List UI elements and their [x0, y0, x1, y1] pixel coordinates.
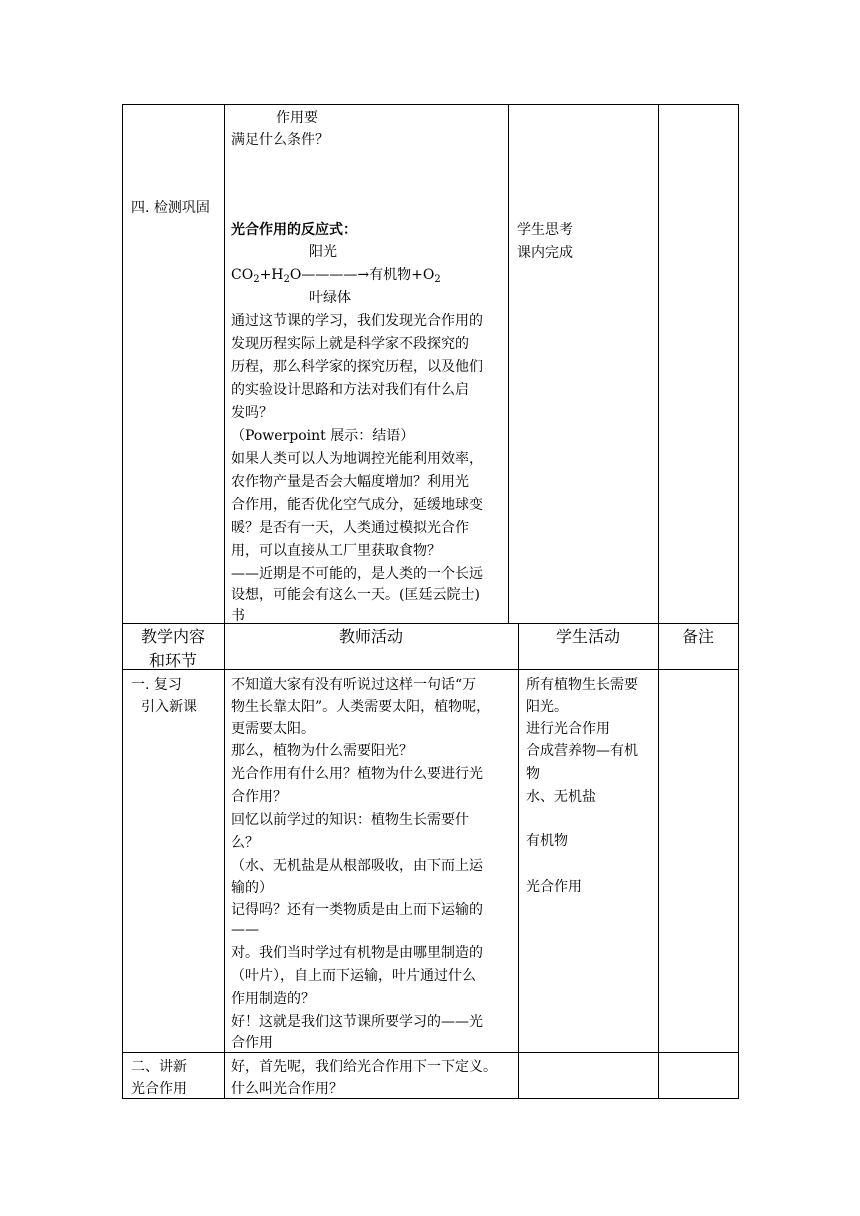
equation-o2-sub: 2: [434, 274, 441, 285]
table-border-col1: [224, 104, 225, 1099]
equation-condition-chloroplast: 叶绿体: [309, 290, 351, 306]
text-line: 更需要太阳。: [231, 721, 315, 737]
header-content-stage: [122, 625, 224, 673]
table-border-col3: [658, 104, 659, 1099]
text-line: 那么，植物为什么需要阳光？: [231, 743, 413, 759]
text-line: 合作用，能否优化空气成分，延缓地球变: [231, 497, 483, 513]
text-line: 用，可以直接从工厂里获取食物？: [231, 543, 441, 559]
text-line: 合成营养物—有机: [526, 743, 638, 759]
header-notes: 备注: [681, 627, 714, 646]
text-line: 进行光合作用: [526, 721, 610, 737]
equation-h2o-sub: 2: [283, 274, 290, 285]
text-line: 合作用？: [231, 789, 287, 805]
table-border-row1: [122, 623, 739, 624]
text-line: 么？: [231, 835, 259, 851]
header-line: 和环节: [148, 651, 197, 670]
text-line: 记得吗？还有一类物质是由上而下运输的: [231, 902, 483, 918]
text-line: 所有植物生长需要: [526, 677, 638, 693]
text-line: 书: [231, 608, 245, 624]
text-line: ——近期是不可能的，是人类的一个长远: [231, 566, 483, 582]
text-line: （水、无机盐是从根部吸收，由下而上运: [231, 858, 483, 874]
text-line: 引入新课: [141, 699, 197, 715]
table-border-col2: [518, 623, 519, 1099]
table-border-top: [122, 104, 739, 105]
text-line: 合作用: [231, 1035, 273, 1051]
equation-h2o: +H: [259, 267, 284, 283]
equation-co2: CO: [231, 267, 254, 283]
text-line: 一. 复习: [131, 677, 182, 693]
table-border-right: [738, 104, 739, 1099]
text-line: 光合作用有什么用？植物为什么要进行光: [231, 766, 483, 782]
text-line: 光合作用: [526, 879, 582, 895]
text-line: ——: [231, 922, 259, 938]
text-line: 二、讲新: [131, 1059, 187, 1075]
text-line: 光合作用: [131, 1081, 187, 1097]
text-line: 学生思考: [517, 222, 573, 238]
text-line: 对。我们当时学过有机物是由哪里制造的: [231, 945, 483, 961]
table-border-bottom: [122, 1098, 739, 1099]
equation-products: O————→有机物+O: [289, 267, 435, 283]
text-line: （Powerpoint 展示：结语）: [231, 428, 415, 444]
text-line: 设想，可能会有这么一天。(匡廷云院士): [231, 587, 480, 603]
text-line: 物生长靠太阳”。人类需要太阳，植物呢，: [231, 699, 491, 715]
text-line: 什么叫光合作用？: [231, 1081, 343, 1097]
section-label-consolidation: 四. 检测巩固: [131, 200, 210, 216]
text-line: 好！这就是我们这节课所要学习的——光: [231, 1014, 483, 1030]
text-line: （叶片），自上而下运输，叶片通过什么: [231, 968, 476, 984]
text-line: 作用要: [276, 110, 318, 126]
text-line: 通过这节课的学习，我们发现光合作用的: [231, 313, 483, 329]
text-line: 有机物: [526, 833, 568, 849]
text-line: 满足什么条件？: [231, 132, 329, 148]
header-line: 教学内容: [140, 627, 205, 646]
equation-co2-sub: 2: [253, 274, 260, 285]
text-line: 阳光。: [526, 699, 568, 715]
text-line: 发吗？: [231, 405, 273, 421]
table-border-row3: [122, 1052, 739, 1053]
text-line: 课内完成: [517, 245, 573, 261]
text-line: 作用制造的？: [231, 991, 315, 1007]
equation-main: [231, 264, 441, 286]
header-student-activity: 学生活动: [555, 627, 620, 646]
header-teacher-activity: 教师活动: [338, 627, 403, 646]
text-line: 暖？是否有一天，人类通过模拟光合作: [231, 520, 469, 536]
text-line: 物: [526, 766, 540, 782]
text-line: 发现历程实际上就是科学家不段探究的: [231, 336, 469, 352]
text-line: 水、无机盐: [526, 789, 596, 805]
text-line: 回忆以前学过的知识：植物生长需要什: [231, 812, 469, 828]
text-line: 历程，那么科学家的探究历程，以及他们: [231, 359, 483, 375]
text-line: 好，首先呢，我们给光合作用下一下定义。: [231, 1059, 497, 1075]
text-line: 输的）: [231, 880, 273, 896]
equation-condition-light: 阳光: [309, 244, 337, 260]
table-border-left: [122, 104, 123, 1099]
text-line: 的实验设计思路和方法对我们有什么启: [231, 382, 469, 398]
table-border-col2-top: [508, 104, 509, 623]
reaction-title: 光合作用的反应式：: [231, 222, 357, 238]
text-line: 不知道大家有没有听说过这样一句话“万: [231, 677, 477, 693]
text-line: 农作物产量是否会大幅度增加？利用光: [231, 474, 469, 490]
text-line: 如果人类可以人为地调控光能利用效率，: [231, 451, 483, 467]
